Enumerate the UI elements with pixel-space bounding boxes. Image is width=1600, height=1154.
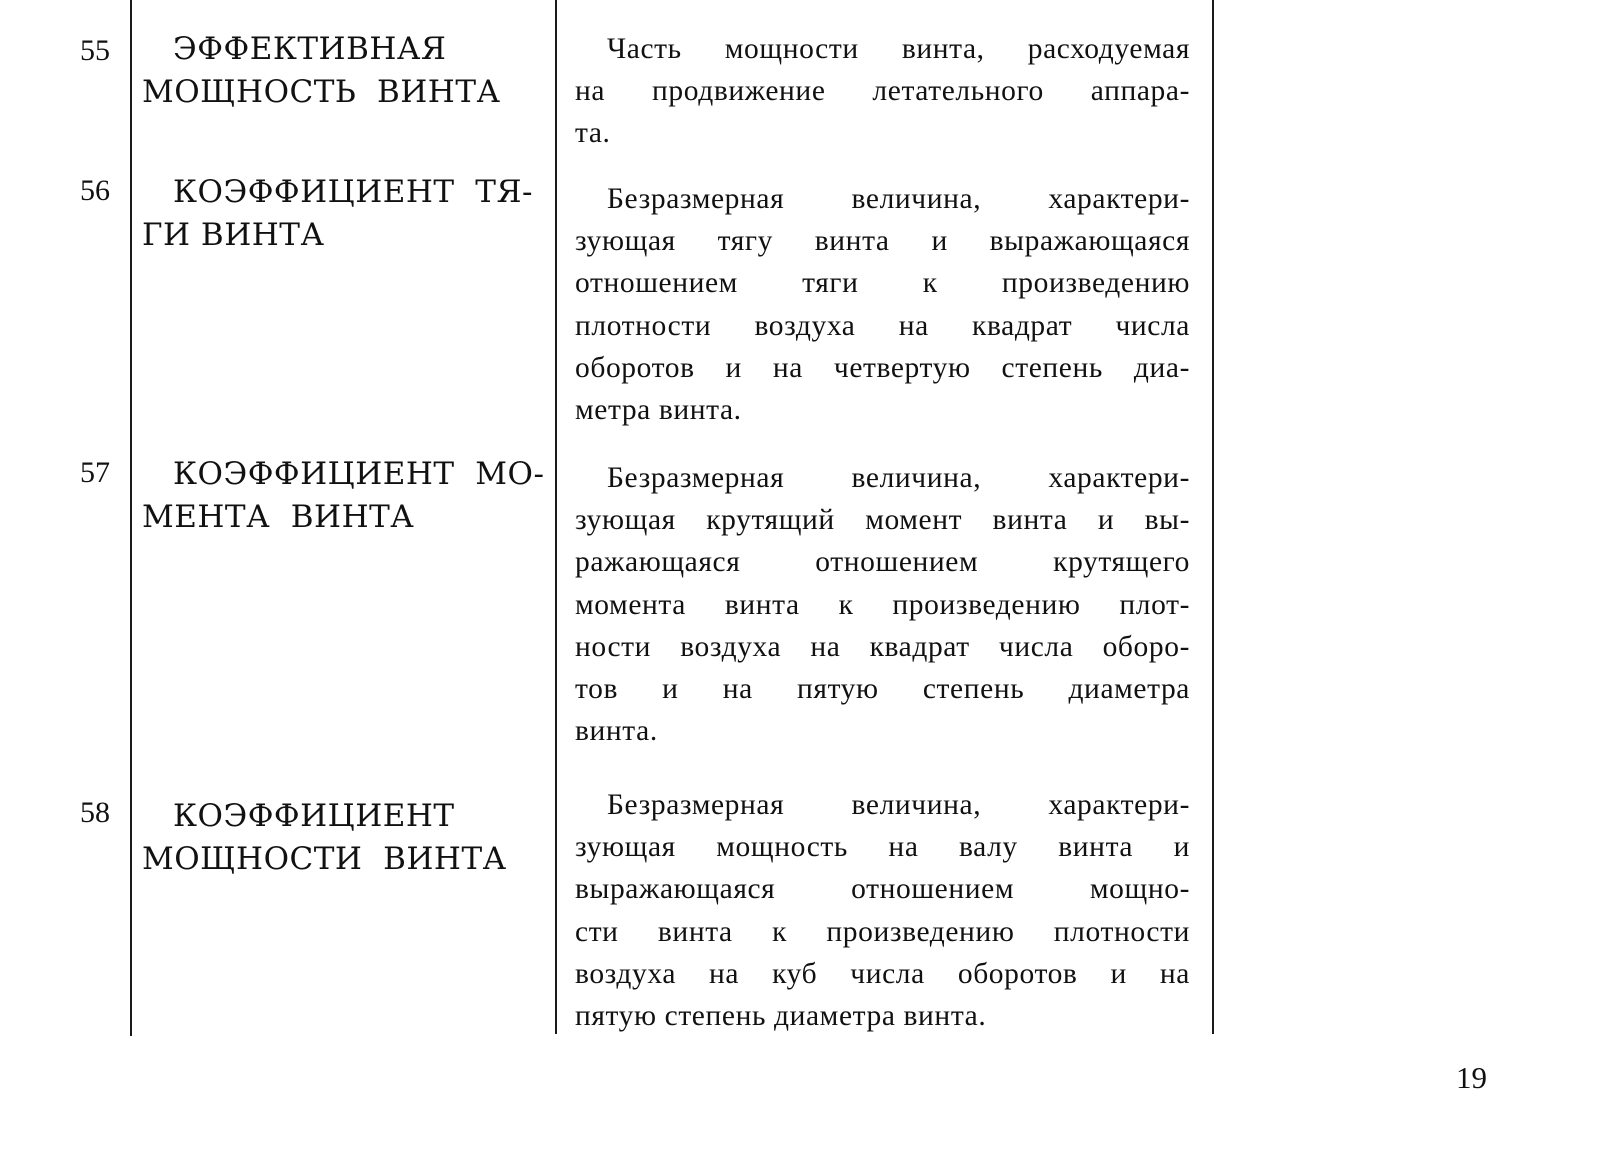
definition-line: пятую степень диаметра винта. — [575, 1000, 987, 1033]
definition-line: на продвижение летательного аппара- — [575, 75, 1190, 108]
entry-definition — [575, 457, 1190, 752]
definition-line: Безразмерная величина, характери- — [607, 789, 1190, 821]
definition-line: Часть мощности винта, расходуемая — [607, 33, 1190, 65]
definition-line: винта. — [575, 715, 658, 748]
entry-definition — [575, 784, 1190, 1037]
definition-line: Безразмерная величина, характери- — [607, 183, 1190, 215]
entry-definition — [575, 28, 1190, 155]
term-line: ГИ ВИНТА — [142, 217, 325, 253]
entry-term — [142, 795, 542, 881]
term-line: КОЭФФИЦИЕНТ — [142, 798, 455, 834]
definition-line: зующая тягу винта и выражающаяся — [575, 225, 1190, 258]
entry-number: 55 — [80, 34, 110, 67]
definition-line: ражающаяся отношением крутящего — [575, 546, 1190, 579]
definition-line: плотности воздуха на квадрат числа — [575, 309, 1190, 342]
term-line: КОЭФФИЦИЕНТ МО- — [142, 456, 545, 492]
definition-line: момента винта к произведению плот- — [575, 588, 1190, 621]
term-line: ЭФФЕКТИВНАЯ — [142, 31, 447, 67]
definition-line: выражающаяся отношением мощно- — [575, 873, 1190, 906]
table-rule-left — [130, 0, 132, 1036]
definition-line: та. — [575, 117, 611, 150]
entry-term — [142, 453, 545, 539]
entry-definition — [575, 178, 1190, 431]
page-number: 19 — [1456, 1060, 1487, 1095]
definition-line: сти винта к произведению плотности — [575, 915, 1190, 948]
definition-line: отношением тяги к произведению — [575, 267, 1190, 300]
definition-line: зующая мощность на валу винта и — [575, 831, 1190, 864]
definition-line: воздуха на куб числа оборотов и на — [575, 957, 1190, 990]
table-rule-right — [1212, 0, 1214, 1034]
term-line: МОЩНОСТИ ВИНТА — [142, 841, 507, 877]
definition-line: Безразмерная величина, характери- — [607, 462, 1190, 494]
entry-term — [142, 171, 542, 257]
definition-line: ности воздуха на квадрат числа оборо- — [575, 630, 1190, 663]
term-line: МОЩНОСТЬ ВИНТА — [142, 74, 501, 110]
term-line: МЕНТА ВИНТА — [142, 499, 415, 535]
entry-term — [142, 28, 542, 114]
definition-line: оборотов и на четвертую степень диа- — [575, 351, 1190, 384]
entry-number: 57 — [80, 456, 110, 489]
entry-number: 58 — [80, 796, 110, 829]
entry-number: 56 — [80, 174, 110, 207]
term-line: КОЭФФИЦИЕНТ ТЯ- — [142, 174, 533, 210]
definition-line: тов и на пятую степень диаметра — [575, 673, 1190, 706]
definition-line: метра винта. — [575, 394, 742, 427]
definition-line: зующая крутящий момент винта и вы- — [575, 504, 1190, 537]
table-rule-middle — [555, 0, 557, 1034]
